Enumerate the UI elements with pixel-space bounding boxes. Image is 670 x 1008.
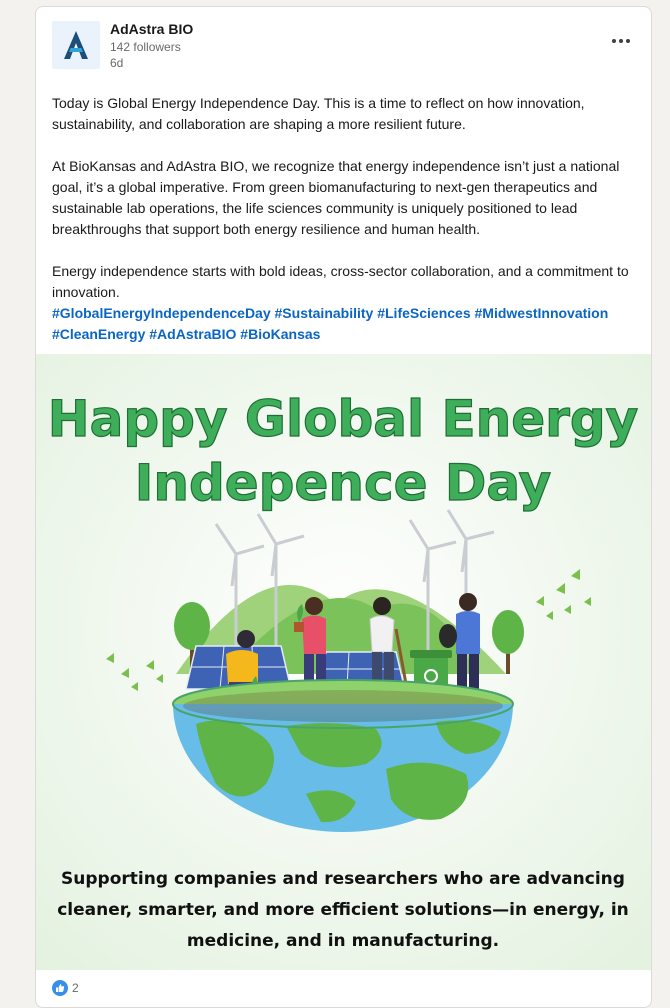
- image-title-line-2: Indepence Day: [134, 454, 552, 512]
- reaction-summary[interactable]: [52, 979, 79, 997]
- post-paragraph: Today is Global Energy Independence Day. This is a time to reflect on how innovation, sustainability, and collaboration are shaping a more resilient future.: [52, 95, 585, 132]
- image-title-line-1: Happy Global Energy: [47, 390, 639, 448]
- post-paragraph: Energy independence starts with bold ideas, cross-sector collaboration, and a commitment to innovation.: [52, 263, 629, 300]
- post-header: [52, 19, 637, 79]
- hashtag-link[interactable]: #LifeSciences: [377, 305, 471, 321]
- more-options-button[interactable]: [605, 29, 637, 53]
- post-image[interactable]: [36, 354, 651, 970]
- hashtag-link[interactable]: #CleanEnergy: [52, 326, 146, 342]
- hashtag-link[interactable]: #MidwestInnovation: [474, 305, 609, 321]
- adastra-logo-icon: [59, 28, 93, 62]
- post-text: [52, 93, 632, 366]
- image-caption-line-3: medicine, and in manufacturing.: [186, 931, 500, 951]
- follower-count: 142 followers: [110, 40, 181, 54]
- image-caption-line-2: cleaner, smarter, and more efficient solutions—in energy, in: [57, 900, 629, 920]
- hashtag-list: [52, 303, 632, 345]
- hashtag-link[interactable]: #Sustainability: [274, 305, 374, 321]
- ellipsis-icon: [612, 39, 616, 43]
- company-logo[interactable]: [52, 21, 100, 69]
- reaction-count: 2: [72, 981, 79, 995]
- post-card: [35, 6, 652, 1008]
- author-info: [110, 19, 193, 71]
- post-age: 6d: [110, 56, 124, 70]
- hashtag-link[interactable]: #AdAstraBIO: [149, 326, 237, 342]
- image-caption-line-1: Supporting companies and researchers who are advancing: [61, 869, 625, 889]
- post-paragraph: At BioKansas and AdAstra BIO, we recognize that energy independence isn’t just a national goal, it’s a global imperative. From green biomanufacturing to next-gen therapeutics and sustainable lab operations, the life sciences community is uniquely positioned to lead breakthroughs that support both energy resilience and human health.: [52, 158, 620, 237]
- hashtag-link[interactable]: #BioKansas: [240, 326, 321, 342]
- author-name[interactable]: AdAstra BIO: [110, 21, 194, 37]
- hashtag-link[interactable]: #GlobalEnergyIndependenceDay: [52, 305, 271, 321]
